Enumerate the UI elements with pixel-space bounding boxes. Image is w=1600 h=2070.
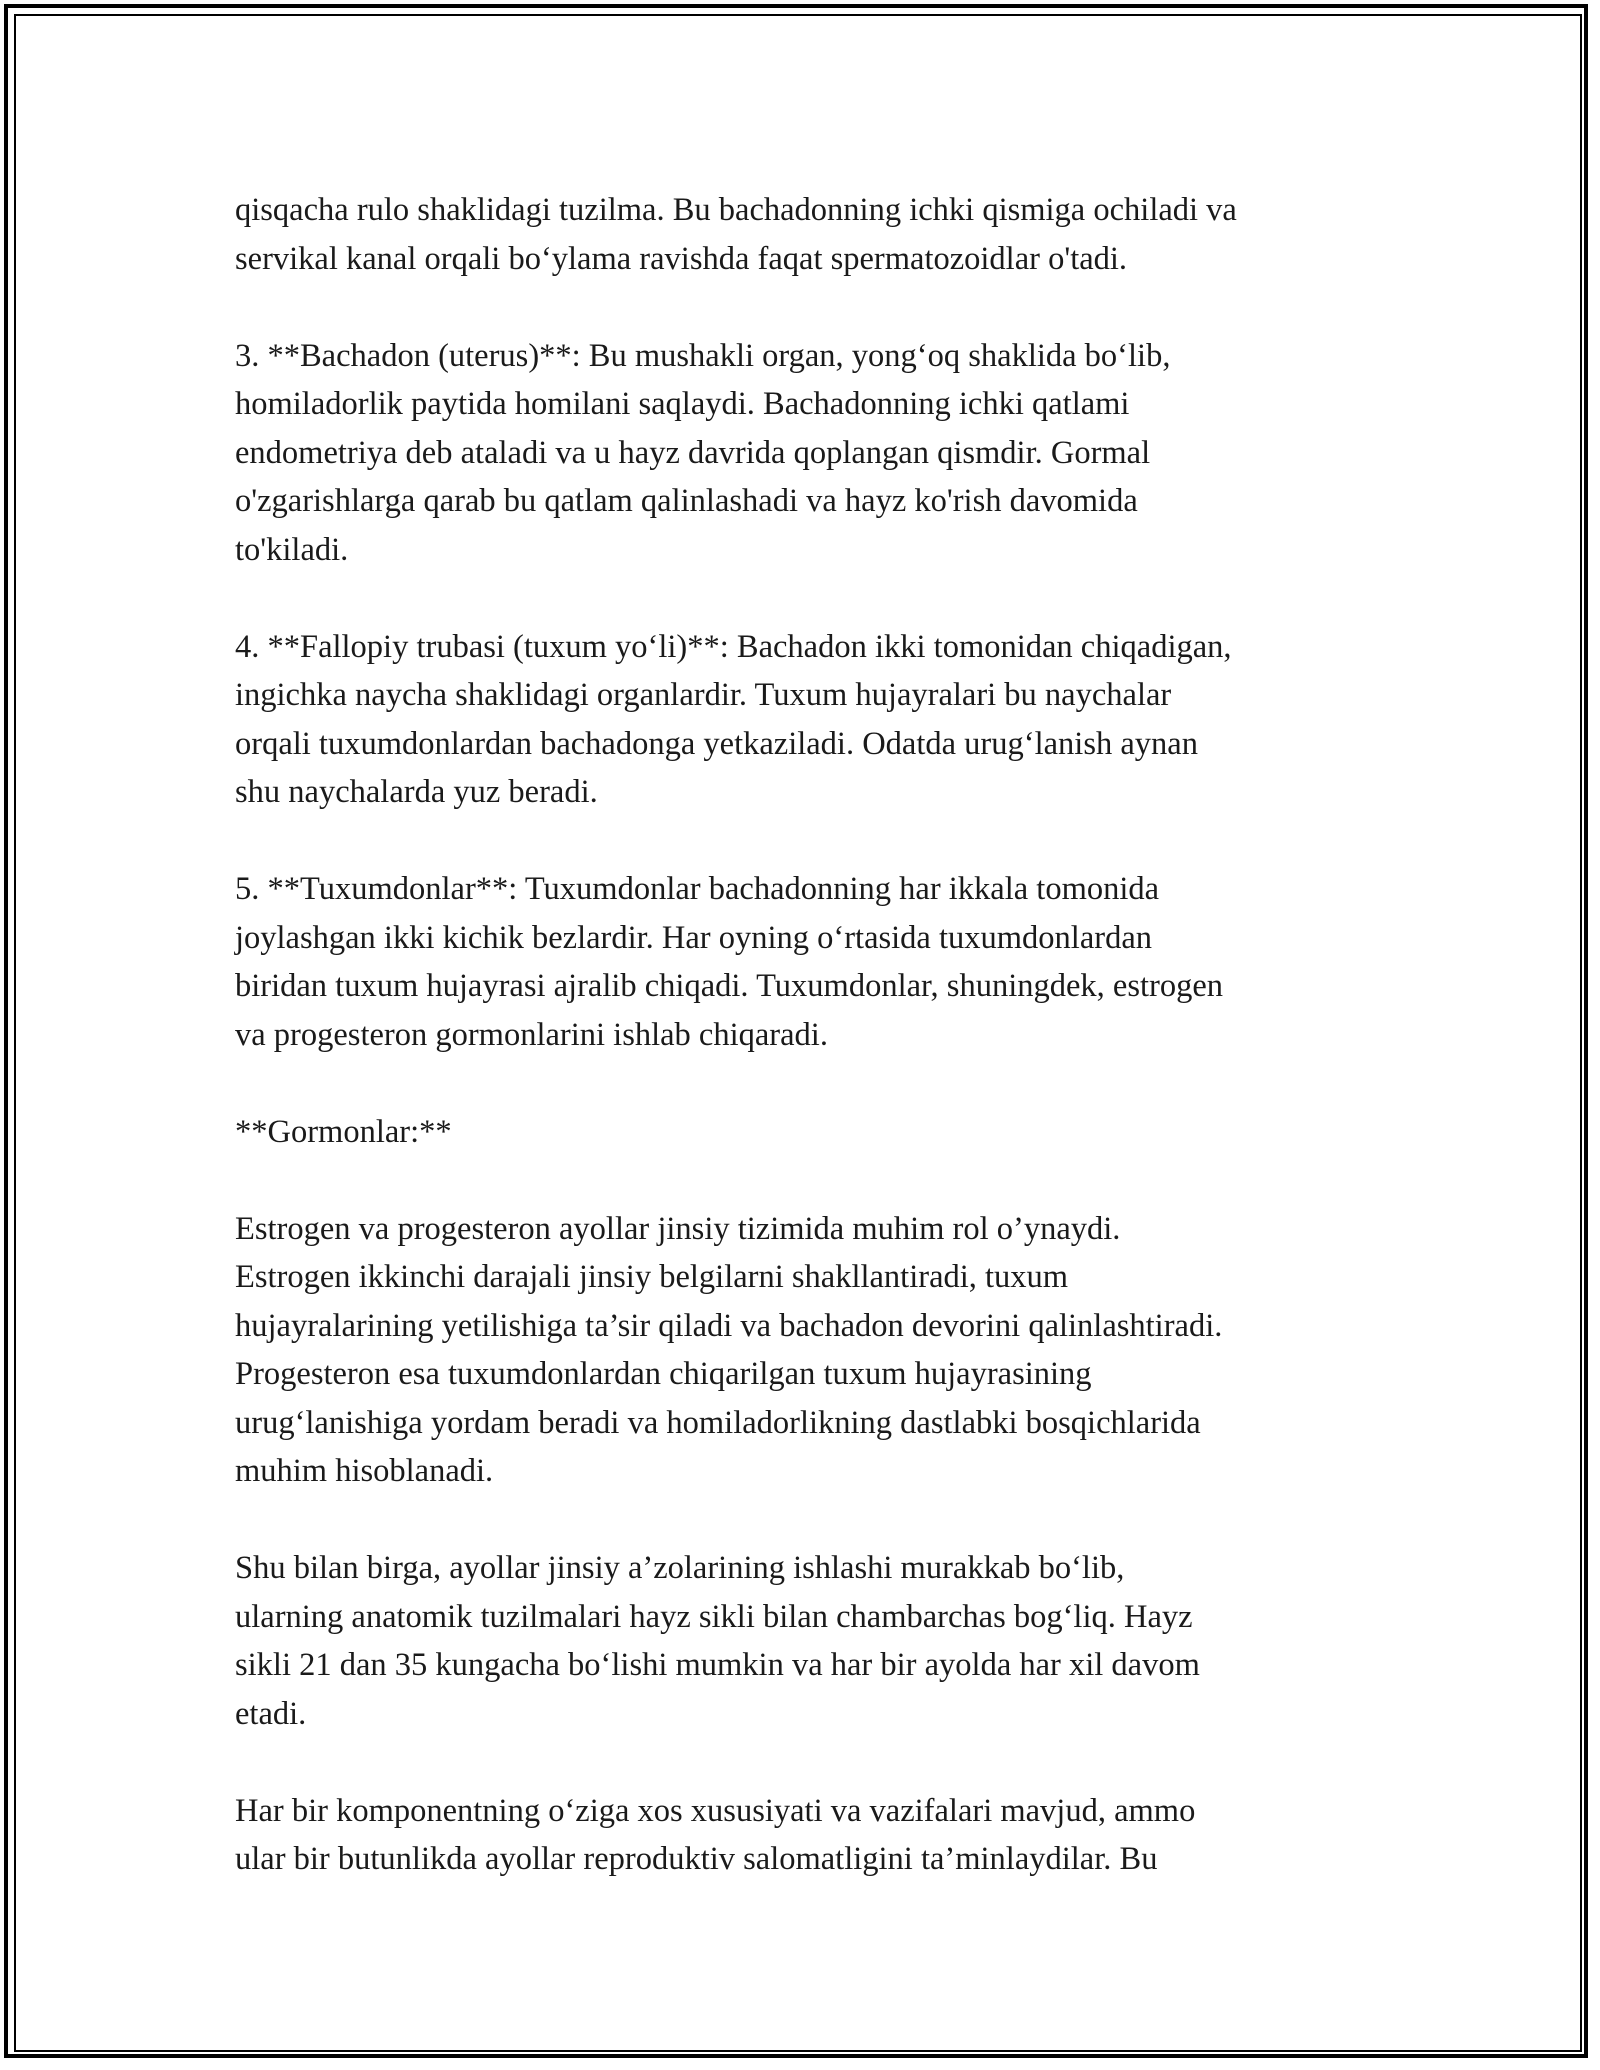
text-line: Shu bilan birga, ayollar jinsiy a’zolarining ishlashi murakkab bo‘lib, xyxy=(235,1550,1125,1586)
text-line: biridan tuxum hujayrasi ajralib chiqadi. Tuxumdonlar, shuningdek, estrogen xyxy=(235,968,1223,1004)
paragraph-ovaries xyxy=(235,865,1400,1059)
text-line: ingichka naycha shaklidagi organlardir. Tuxum hujayralari bu naychalar xyxy=(235,677,1172,713)
text-line: Estrogen va progesteron ayollar jinsiy tizimida muhim rol o’ynaydi. xyxy=(235,1210,1121,1247)
text-line: etadi. xyxy=(235,1695,307,1732)
text-line: va progesteron gormonlarini ishlab chiqaradi. xyxy=(235,1016,828,1053)
paragraph-uterus xyxy=(235,332,1400,575)
text-line: 5. **Tuxumdonlar**: Tuxumdonlar bachadonning har ikkala tomonida xyxy=(235,871,1160,907)
paragraph-cervix-continued xyxy=(235,186,1400,283)
paragraph-fallopian-tube xyxy=(235,623,1400,817)
text-line: to'kiladi. xyxy=(235,531,349,568)
text-line: **Gormonlar:** xyxy=(235,1113,452,1150)
text-line: o'zgarishlarga qarab bu qatlam qalinlashadi va hayz ko'rish davomida xyxy=(235,483,1138,519)
document-body xyxy=(235,186,1400,1932)
paragraph-hormones xyxy=(235,1205,1400,1496)
text-line: joylashgan ikki kichik bezlardir. Har oyning o‘rtasida tuxumdonlardan xyxy=(235,919,1152,956)
text-line: 4. **Fallopiy trubasi (tuxum yo‘li)**: Bachadon ikki tomonidan chiqadigan, xyxy=(235,628,1232,665)
text-line: 3. **Bachadon (uterus)**: Bu mushakli organ, yong‘oq shaklida bo‘lib, xyxy=(235,337,1171,374)
paragraph-components xyxy=(235,1787,1400,1884)
text-line: urug‘lanishiga yordam beradi va homiladorlikning dastlabki bosqichlarida xyxy=(235,1404,1201,1441)
text-line: ular bir butunlikda ayollar reproduktiv salomatligini ta’minlaydilar. Bu xyxy=(235,1841,1158,1877)
text-line: Har bir komponentning o‘ziga xos xususiyati va vazifalari mavjud, ammo xyxy=(235,1792,1196,1829)
text-line: shu naychalarda yuz beradi. xyxy=(235,774,598,810)
text-line: orqali tuxumdonlardan bachadonga yetkaziladi. Odatda urug‘lanish aynan xyxy=(235,725,1198,762)
text-line: ularning anatomik tuzilmalari hayz sikli bilan chambarchas bog‘liq. Hayz xyxy=(235,1598,1193,1635)
text-line: sikli 21 dan 35 kungacha bo‘lishi mumkin va har bir ayolda har xil davom xyxy=(235,1647,1200,1683)
text-line: homiladorlik paytida homilani saqlaydi. Bachadonning ichki qatlami xyxy=(235,386,1130,422)
paragraph-menstrual-cycle xyxy=(235,1544,1400,1738)
text-line: endometriya deb ataladi va u hayz davrida qoplangan qismdir. Gormal xyxy=(235,434,1151,471)
text-line: muhim hisoblanadi. xyxy=(235,1453,494,1489)
text-line: Progesteron esa tuxumdonlardan chiqarilgan tuxum hujayrasining xyxy=(235,1356,1092,1392)
text-line: hujayralarining yetilishiga ta’sir qiladi va bachadon devorini qalinlashtiradi. xyxy=(235,1307,1223,1344)
text-line: servikal kanal orqali bo‘ylama ravishda faqat spermatozoidlar o'tadi. xyxy=(235,240,1128,277)
section-heading-hormones xyxy=(235,1108,1400,1157)
text-line: Estrogen ikkinchi darajali jinsiy belgilarni shakllantiradi, tuxum xyxy=(235,1259,1069,1295)
text-line: qisqacha rulo shaklidagi tuzilma. Bu bachadonning ichki qismiga ochiladi va xyxy=(235,192,1237,228)
